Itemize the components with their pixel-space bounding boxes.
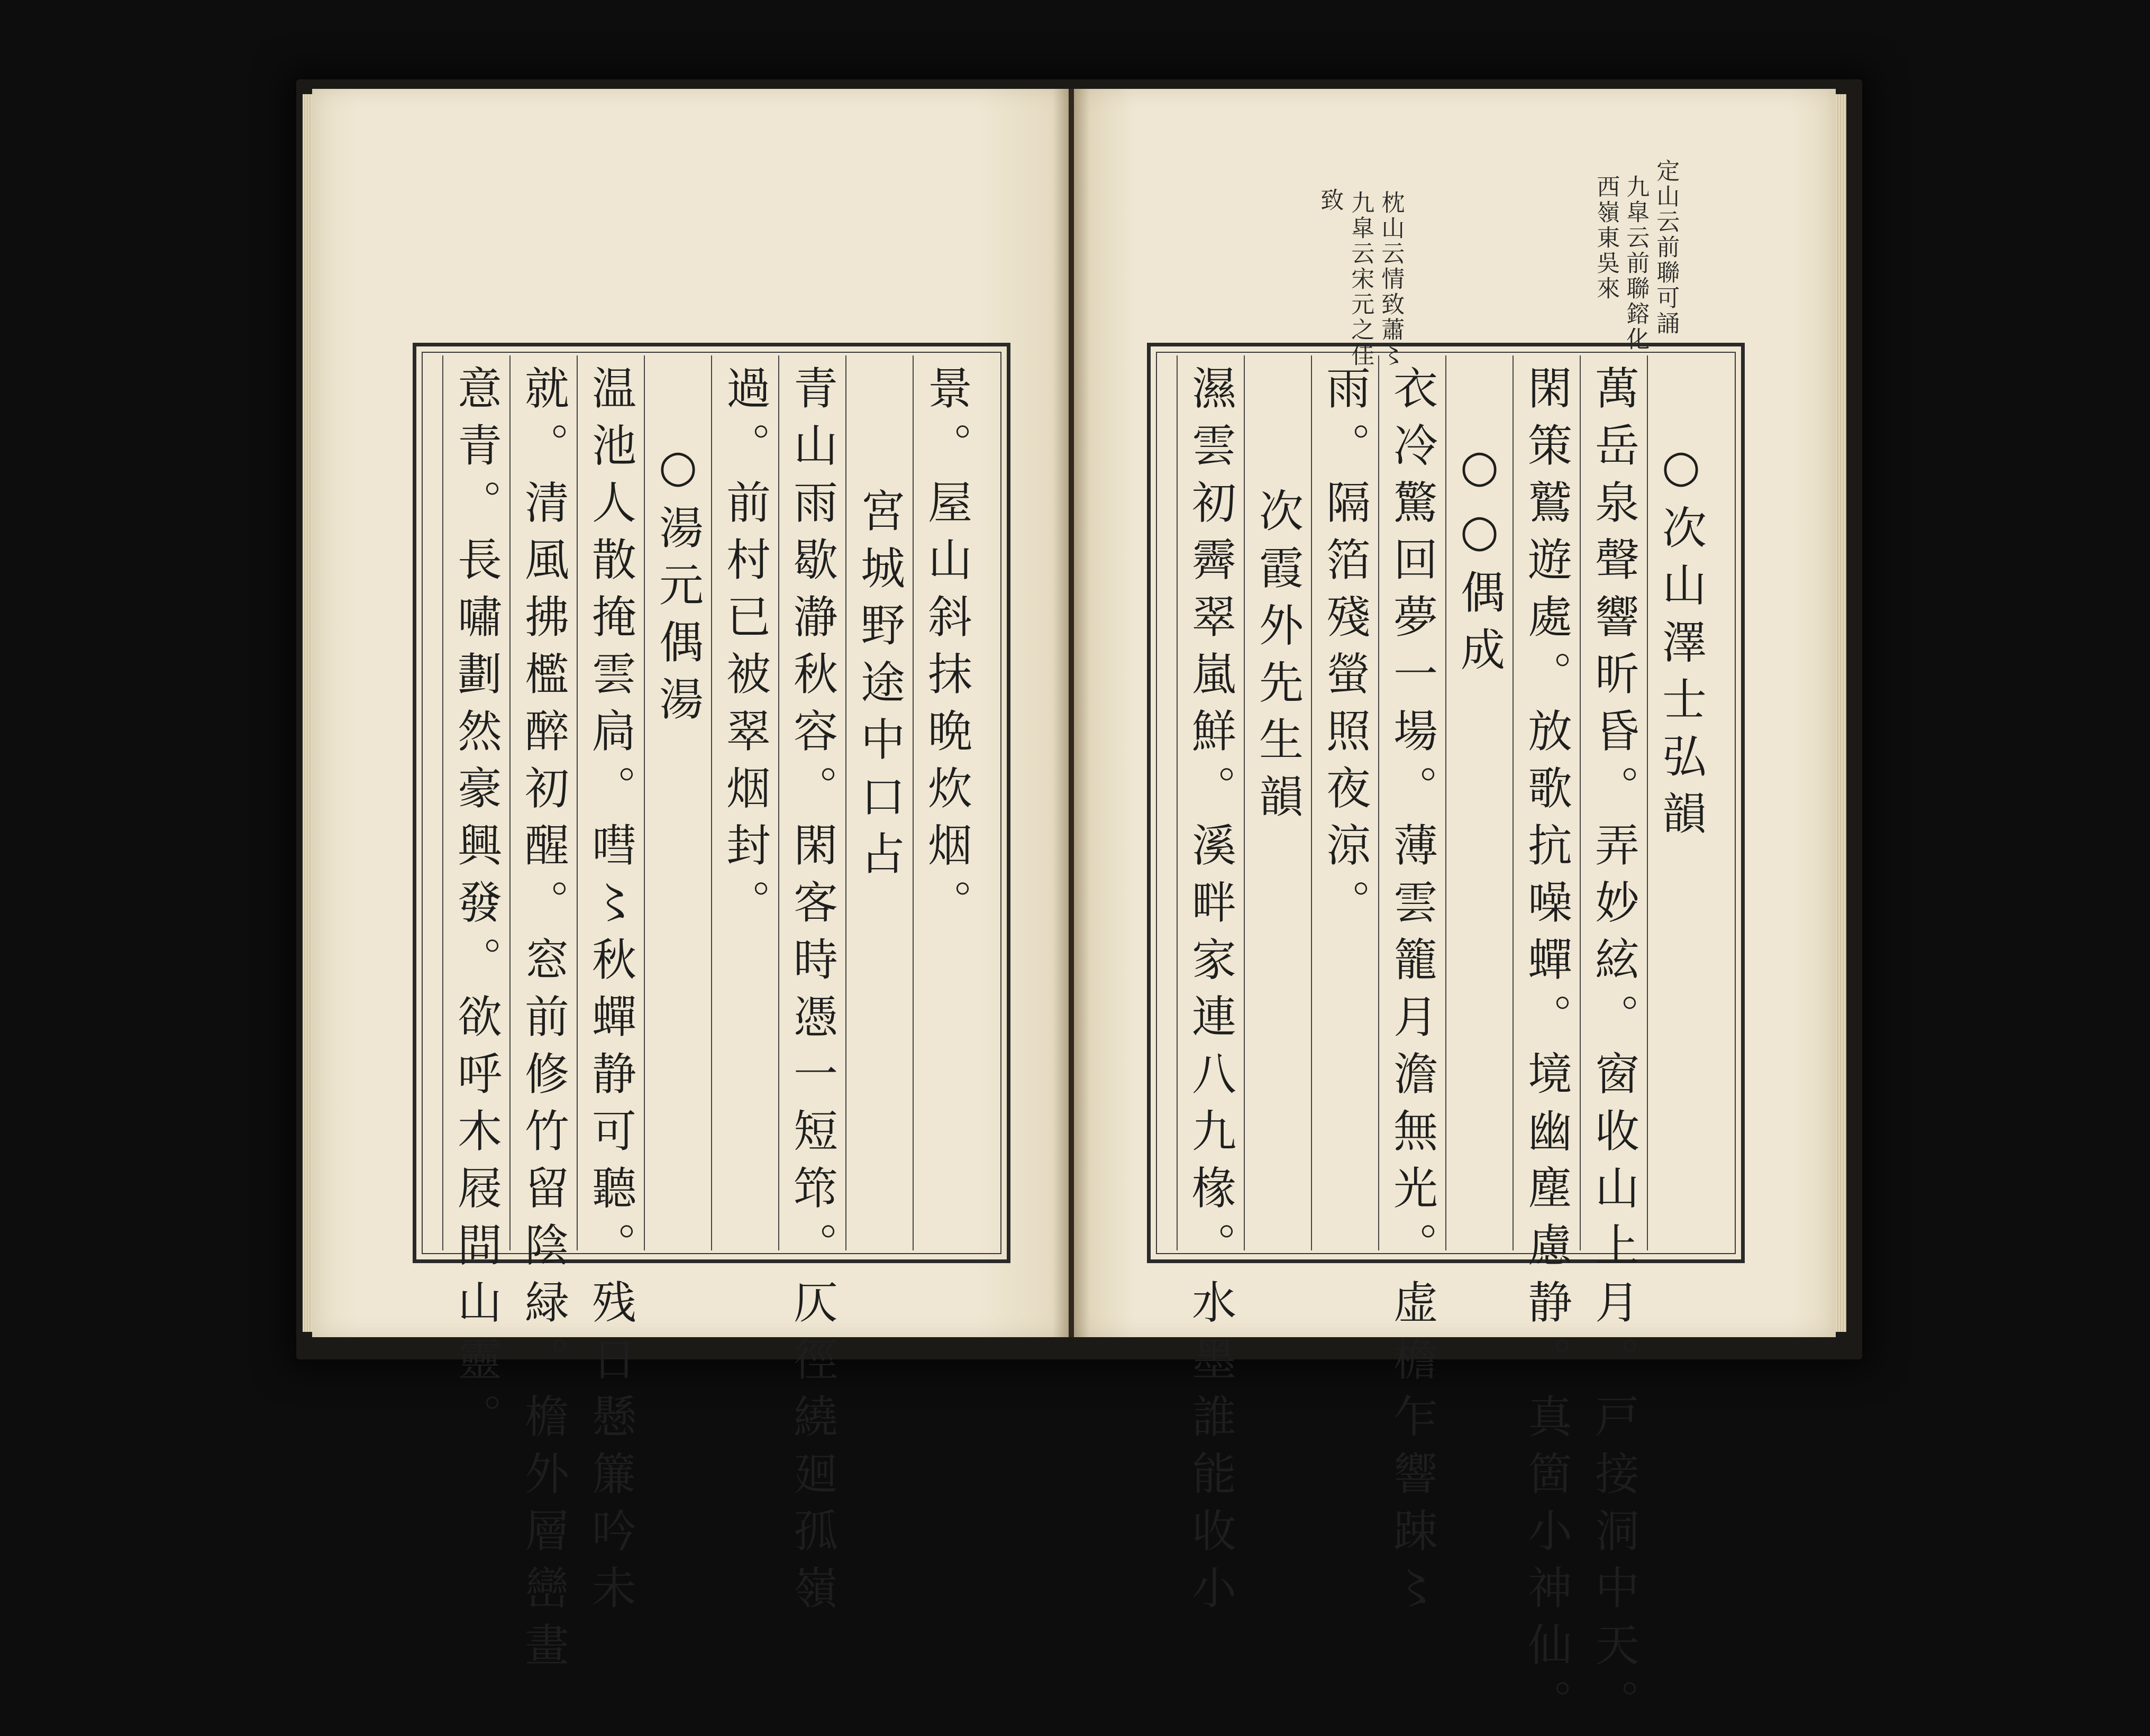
left-column-5 [644,355,711,1250]
head-note: 九皐云前聯鎔化 [1622,175,1650,352]
left-column-7 [509,355,577,1679]
right-column-text: ○次山澤士弘韻 [1655,440,1707,847]
right-text-frame [1147,343,1745,1736]
right-column-text: 閑策鷲遊處。放歌抗噪蟬。境幽塵慮静。真箇小神仙。 [1520,365,1573,1736]
right-column-7 [1244,355,1311,1250]
left-column-text: 景。屋山斜抹晩炊烟。 [921,365,973,936]
right-column-6 [1311,355,1378,1250]
left-column-text: 温池人散掩雲扃。嘒〻秋蟬静可聽。残日懸簾吟未 [585,365,637,1622]
head-note: 定山云前聯可誦 [1652,159,1680,336]
right-column-8 [1177,355,1244,1622]
right-column-text: 雨。隔箔殘螢照夜涼。 [1319,365,1371,936]
left-column-4 [711,355,778,1250]
right-column-1 [1647,355,1714,1250]
right-column-3 [1513,355,1580,1736]
right-column-text: 萬岳泉聲響昕昏。弄妙絃。窗收山上月。戸接洞中天。 [1588,365,1640,1736]
left-column-3 [778,355,845,1622]
left-column-text: 意青。長嘯劃然豪興發。欲呼木屐問山靈。 [450,365,503,1450]
head-note: 枕山云情致蕭〻 [1377,190,1405,368]
right-column-text: 衣冷驚回夢一場。薄雲籠月澹無光。虚檐乍響踈〻 [1386,365,1438,1622]
right-column-text: 濕雲初霽翠嵐鮮。溪畔家連八九椽。水墨誰能收小 [1185,365,1237,1622]
left-column-text: 宮城野途中口占 [853,488,906,888]
head-note: 西嶺東吳來 [1592,175,1620,301]
right-column-4 [1445,355,1513,1250]
left-column-1 [913,355,980,1250]
book-gutter [1053,89,1090,1337]
left-column-6 [577,355,644,1622]
left-column-8 [442,355,509,1450]
right-column-text: 次霞外先生韻 [1252,488,1304,830]
left-column-text: 過。前村已被翠烟封。 [719,365,771,936]
left-text-frame [413,343,1010,1679]
left-column-text: 就。清風拂檻醉初醒。窓前修竹留陰緑。檐外層巒畫 [517,365,570,1679]
right-column-text: ○○偶成 [1453,440,1506,683]
left-column-text: 青山雨歇瀞秋容。閑客時憑一短筇。仄徑繞廻孤嶺 [786,365,839,1622]
head-note: 九皐云宋元之佳 [1347,190,1374,368]
right-column-5 [1378,355,1445,1622]
left-column-2 [845,355,913,1250]
left-column-text: ○湯元偶湯 [652,440,704,733]
right-column-2 [1580,355,1647,1736]
head-note: 致 [1316,188,1344,213]
